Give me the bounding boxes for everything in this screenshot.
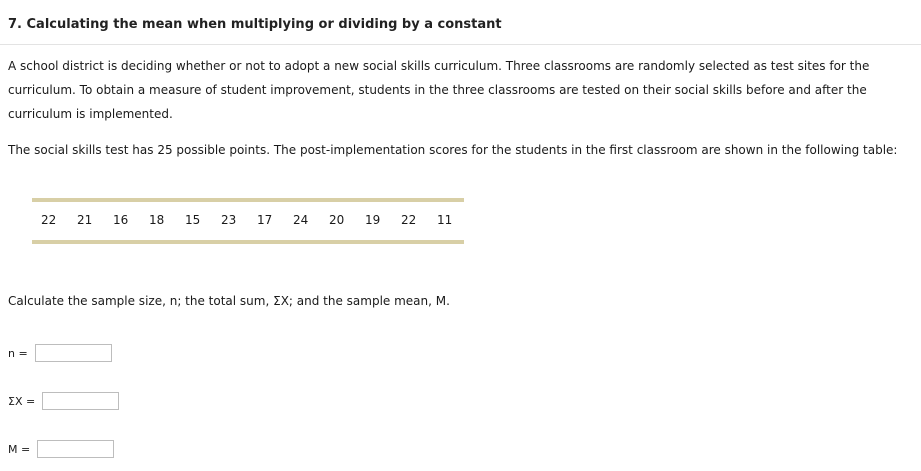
- score-cell: 17: [257, 213, 273, 227]
- sample-size-row: [8, 344, 112, 362]
- calculation-prompt: Calculate the sample size, n; the total sum, ΣX; and the sample mean, M.: [8, 294, 450, 308]
- score-cell: 22: [41, 213, 57, 227]
- scenario-paragraph: A school district is deciding whether or not to adopt a new social skills curriculum. Three classrooms are randomly selected as test sites for the curriculum. To obtain a measure of student improvement, students in the three classrooms are tested on their social skills before and after the curriculum is implemented.: [8, 59, 870, 121]
- score-cell: 15: [185, 213, 201, 227]
- heading-divider: [0, 44, 921, 45]
- total-sum-label: ΣX =: [8, 394, 36, 408]
- score-cell: 11: [437, 213, 453, 227]
- sample-size-label: n =: [8, 346, 28, 360]
- score-cell: 21: [77, 213, 93, 227]
- score-cell: 20: [329, 213, 345, 227]
- score-cell: 23: [221, 213, 237, 227]
- question-heading: 7. Calculating the mean when multiplying or dividing by a constant: [8, 17, 502, 32]
- sample-mean-row: [8, 440, 114, 458]
- scores-row: [41, 213, 473, 227]
- sample-size-input[interactable]: [35, 344, 112, 362]
- sample-mean-input[interactable]: [37, 440, 114, 458]
- total-sum-input[interactable]: [42, 392, 119, 410]
- score-cell: 22: [401, 213, 417, 227]
- total-sum-row: [8, 392, 119, 410]
- score-cell: 24: [293, 213, 309, 227]
- scores-table: [32, 198, 464, 244]
- score-cell: 18: [149, 213, 165, 227]
- score-cell: 19: [365, 213, 381, 227]
- sample-mean-label: M =: [8, 442, 31, 456]
- table-intro-paragraph: The social skills test has 25 possible points. The post-implementation scores for the students in the first classroom are shown in the following table:: [8, 143, 898, 157]
- score-cell: 16: [113, 213, 129, 227]
